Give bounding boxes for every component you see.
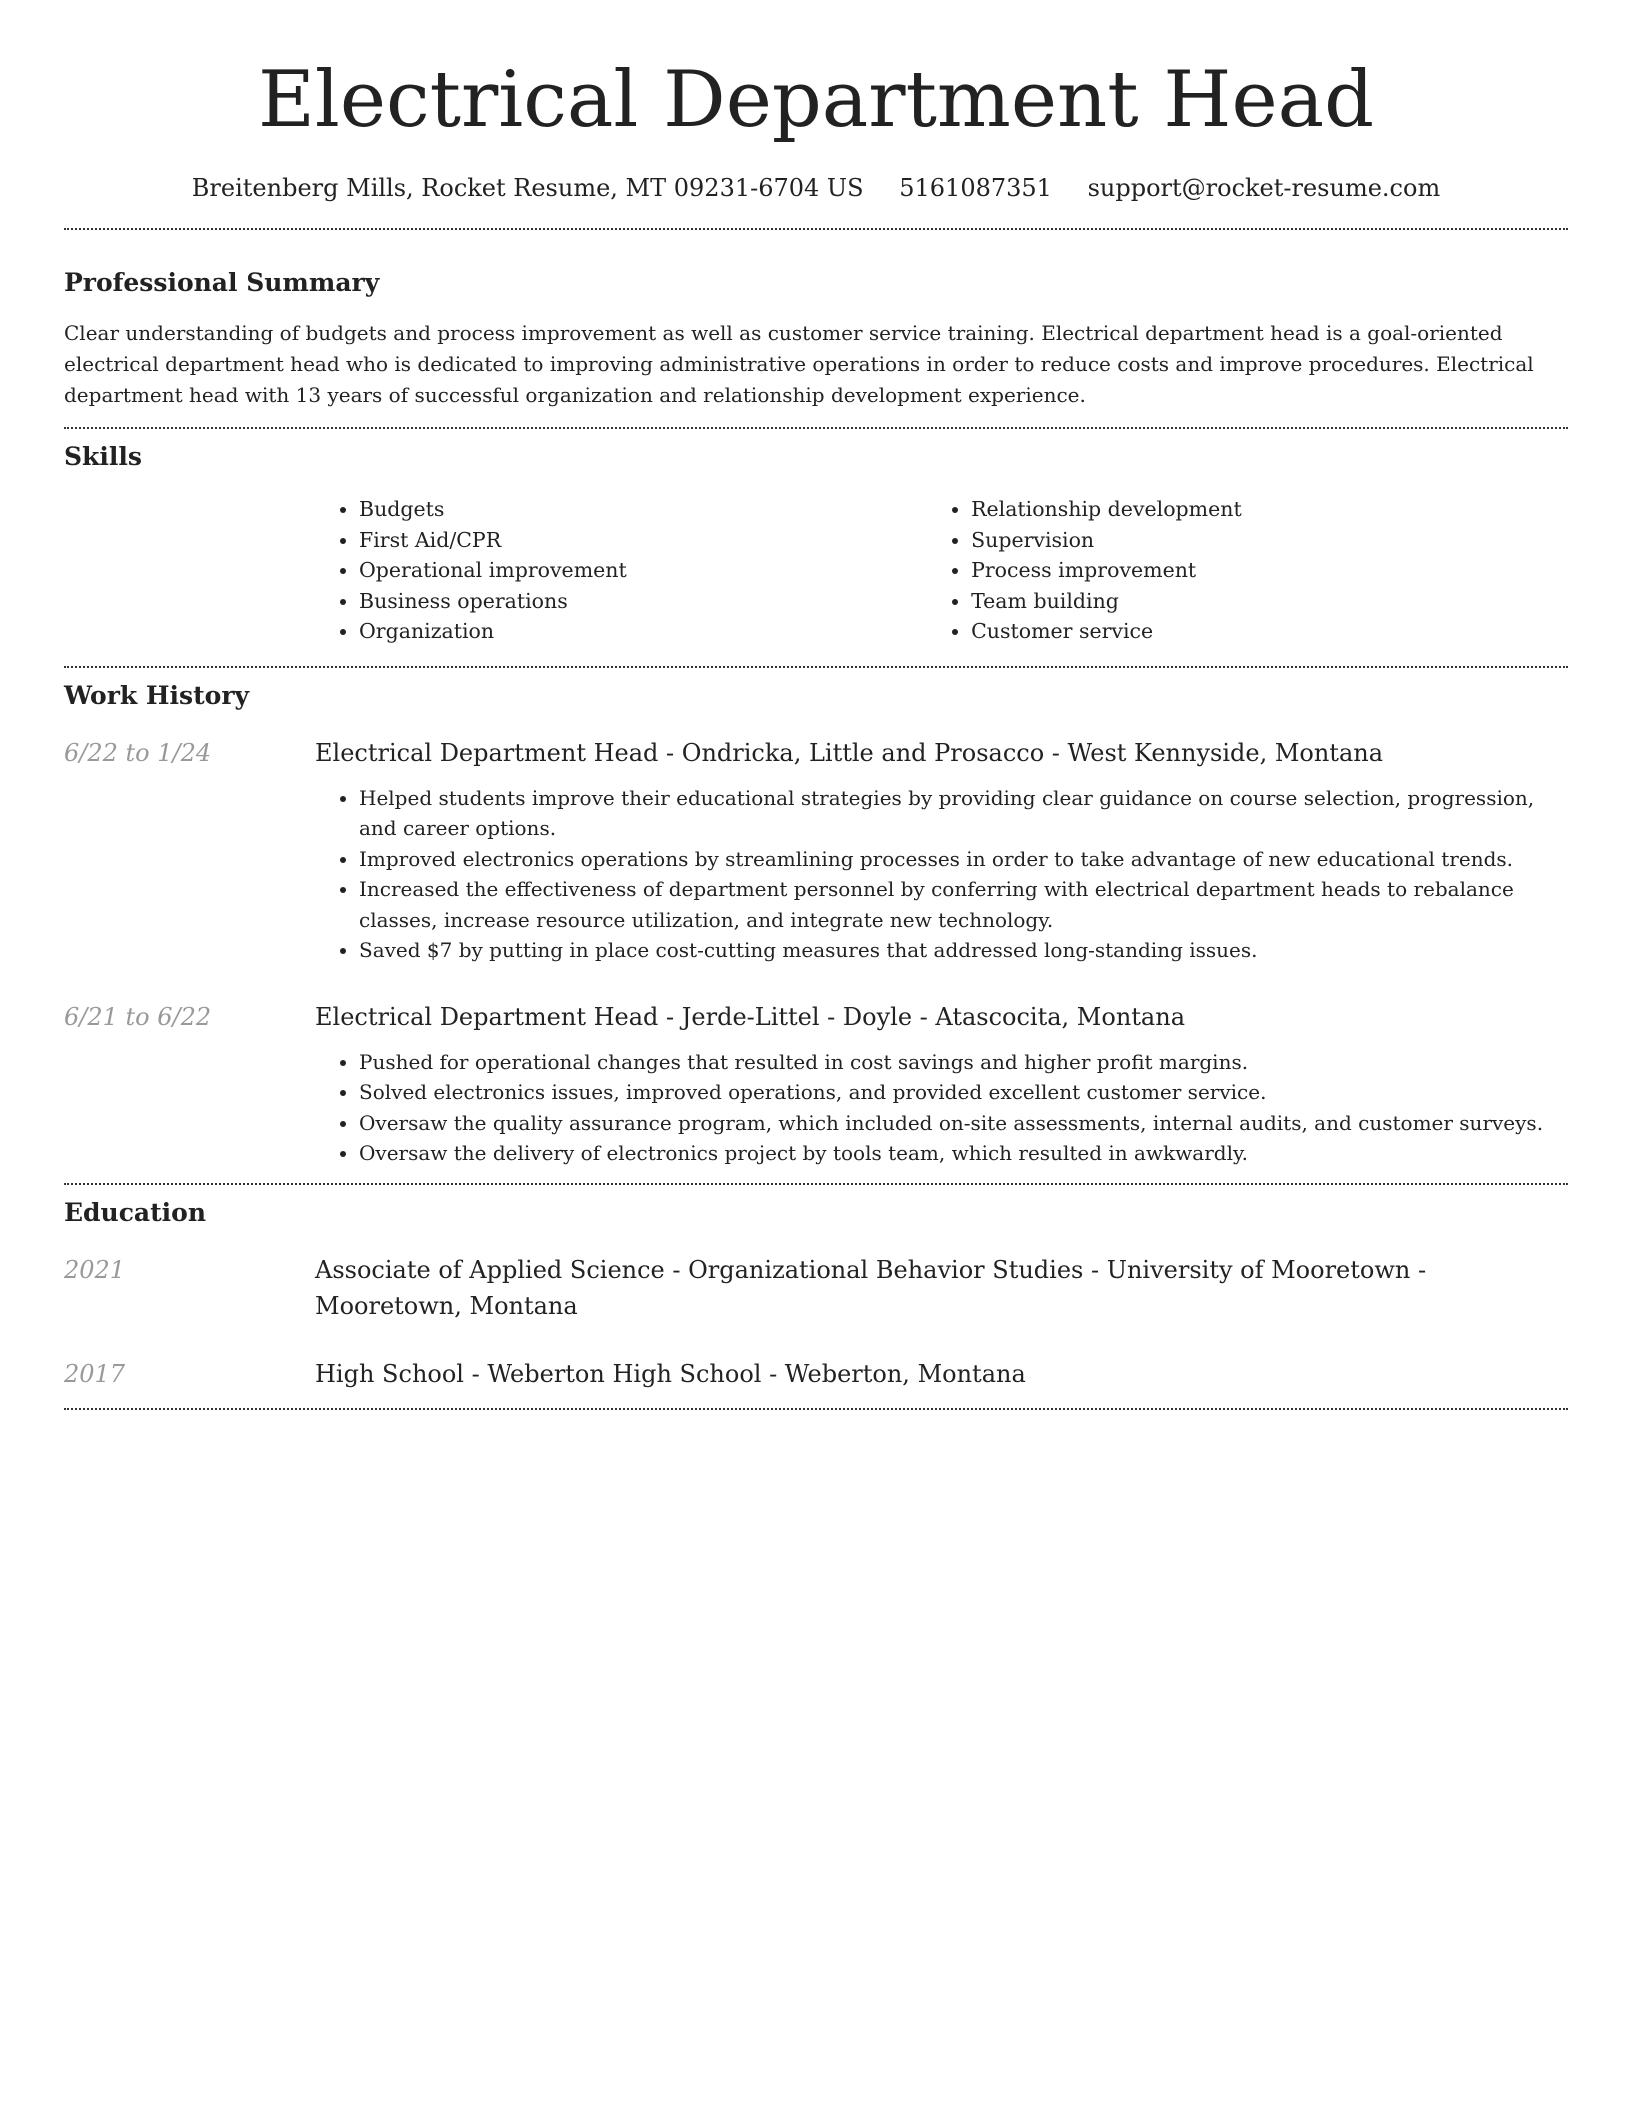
section-skills bbox=[64, 440, 1568, 647]
work-entry bbox=[64, 735, 1568, 966]
skill-item: • Organization bbox=[359, 616, 927, 647]
contact-address: Breitenberg Mills, Rocket Resume, MT 09231-6704 US bbox=[191, 174, 864, 202]
divider-work bbox=[64, 1183, 1568, 1185]
skill-item: • Budgets bbox=[359, 494, 927, 525]
work-bullet: • Helped students improve their educational strategies by providing clear guidance on course selection, progression, and career options. bbox=[359, 783, 1568, 844]
work-body bbox=[315, 999, 1568, 1169]
work-heading: Electrical Department Head - Jerde-Littel - Doyle - Atascocita, Montana bbox=[315, 1002, 1185, 1031]
contact-email[interactable]: support@rocket-resume.com bbox=[1087, 174, 1441, 202]
work-bullet: • Improved electronics operations by streamlining processes in order to take advantage of new educational trends. bbox=[359, 844, 1568, 875]
work-bullet: • Saved $7 by putting in place cost-cutting measures that addressed long-standing issues. bbox=[359, 935, 1568, 966]
education-year: 2021 bbox=[64, 1255, 126, 1284]
work-bullets bbox=[315, 783, 1568, 966]
skills-list bbox=[315, 494, 1568, 647]
education-body bbox=[315, 1252, 1568, 1324]
section-title-work: Work History bbox=[64, 680, 250, 710]
skill-item: • Process improvement bbox=[971, 555, 1568, 586]
work-bullet: • Pushed for operational changes that resulted in cost savings and higher profit margins. bbox=[359, 1047, 1568, 1078]
skill-item: • Relationship development bbox=[971, 494, 1568, 525]
skill-item: • Business operations bbox=[359, 586, 927, 617]
resume-page bbox=[64, 0, 1568, 1410]
education-school: - Weberton High School - Weberton, Montana bbox=[463, 1359, 1026, 1388]
skill-item: • Supervision bbox=[971, 525, 1568, 556]
skill-item: • Team building bbox=[971, 586, 1568, 617]
skill-item: • First Aid/CPR bbox=[359, 525, 927, 556]
education-body bbox=[315, 1356, 1568, 1392]
work-dates: 6/21 to 6/22 bbox=[64, 1002, 212, 1031]
section-summary bbox=[64, 266, 1568, 411]
work-entry bbox=[64, 999, 1568, 1169]
work-heading: Electrical Department Head - Ondricka, Little and Prosacco - West Kennyside, Montana bbox=[315, 738, 1384, 767]
work-bullet: • Solved electronics issues, improved operations, and provided excellent customer service. bbox=[359, 1077, 1568, 1108]
education-degree: High School bbox=[315, 1359, 464, 1388]
work-bullets bbox=[315, 1047, 1568, 1169]
section-title-summary: Professional Summary bbox=[64, 268, 380, 297]
education-school: - University of Mooretown - Mooretown, Montana bbox=[315, 1255, 1427, 1320]
divider-header bbox=[64, 228, 1568, 230]
section-education bbox=[64, 1196, 1568, 1392]
work-bullet: • Oversaw the delivery of electronics project by tools team, which resulted in awkwardly. bbox=[359, 1138, 1568, 1169]
work-bullet: • Oversaw the quality assurance program, which included on-site assessments, internal audits, and customer surveys. bbox=[359, 1108, 1568, 1139]
skills-column-left bbox=[315, 494, 927, 647]
section-title-education: Education bbox=[64, 1197, 207, 1227]
skill-item: • Customer service bbox=[971, 616, 1568, 647]
contact-phone: 5161087351 bbox=[899, 174, 1052, 202]
section-title-skills: Skills bbox=[64, 442, 142, 471]
divider-education bbox=[64, 1408, 1568, 1410]
work-body bbox=[315, 735, 1568, 966]
work-bullet: • Increased the effectiveness of department personnel by conferring with electrical department heads to rebalance classes, increase resource utilization, and integrate new technology. bbox=[359, 874, 1568, 935]
divider-summary bbox=[64, 427, 1568, 429]
skills-column-right bbox=[927, 494, 1568, 647]
divider-skills bbox=[64, 666, 1568, 668]
education-degree: Associate of Applied Science - Organizational Behavior Studies bbox=[315, 1255, 1084, 1284]
education-entry bbox=[64, 1252, 1568, 1324]
resume-name: Electrical Department Head bbox=[257, 55, 1375, 145]
section-work-history bbox=[64, 679, 1568, 1169]
contact-line bbox=[64, 172, 1568, 204]
work-dates: 6/22 to 1/24 bbox=[64, 738, 212, 767]
education-entry bbox=[64, 1356, 1568, 1392]
education-year: 2017 bbox=[64, 1359, 126, 1388]
summary-text: Clear understanding of budgets and process improvement as well as customer service training. Electrical department head is a goal-oriented electrical department head who is dedicated to improving administrative operations in order to reduce costs and improve procedures. Electrical department head with 13 years of successful organization and relationship development experience. bbox=[64, 321, 1534, 407]
skill-item: • Operational improvement bbox=[359, 555, 927, 586]
